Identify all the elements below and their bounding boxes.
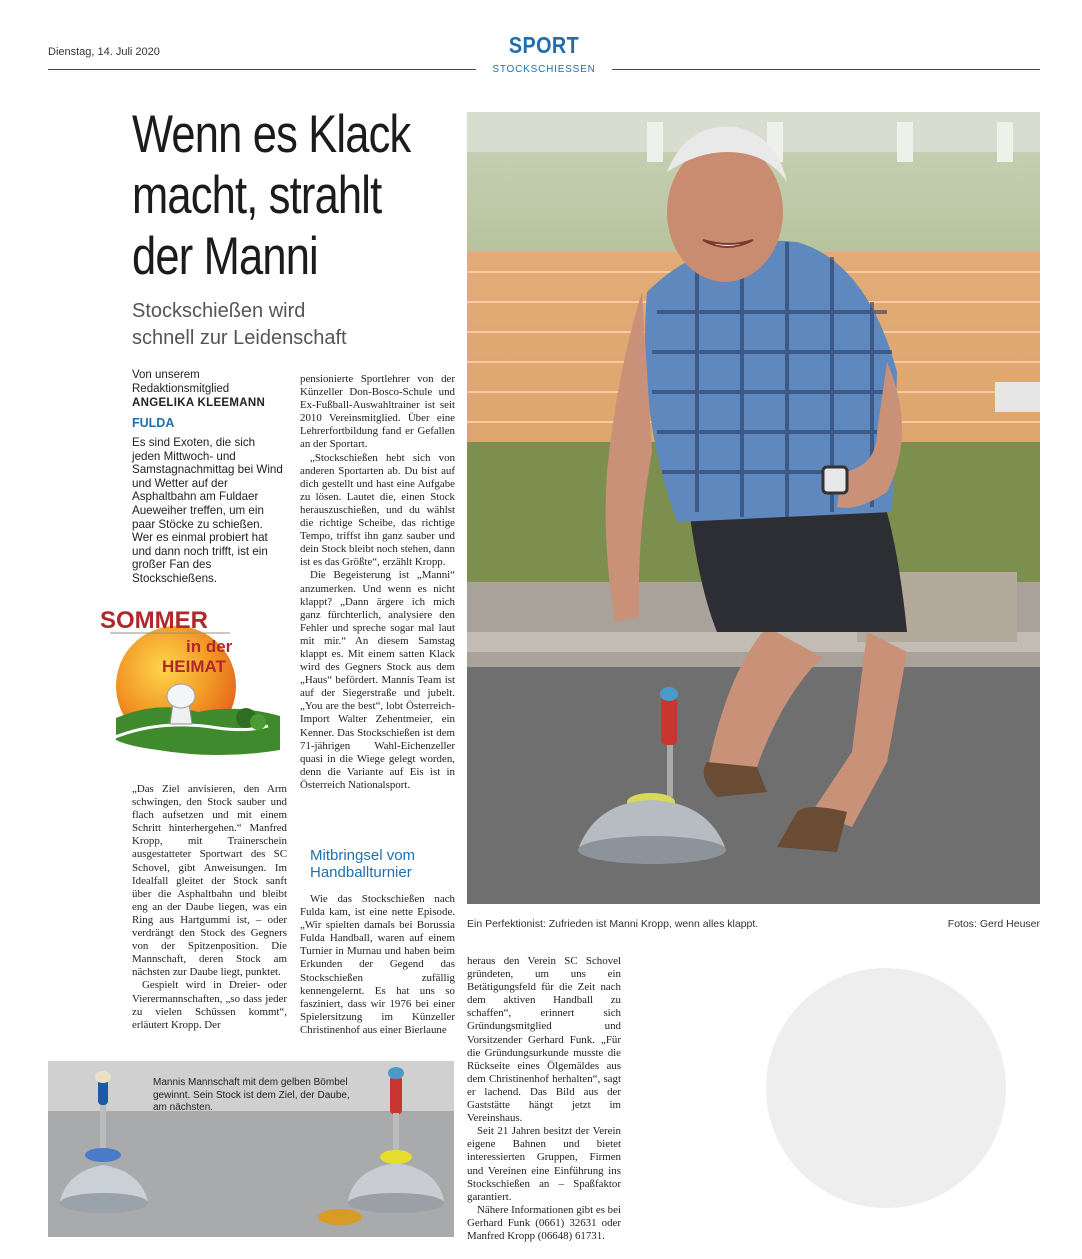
paragraph: Wie das Stockschießen nach Fulda kam, ist eine nette Episode. „Wir spielten damals bei Borussia Fulda Handball, waren auf einem Turnier in Murnau und haben beim Erkunden der Gegend das Stockschießen zufällig kennengelernt. Es hat uns so fasziniert, dass wir 1976 bei einer Spielersitzung im Künzeller Christinenhof aus einer Bierlaune (300, 893, 455, 1036)
crosshead-line: Mitbringsel vom (310, 847, 416, 864)
paragraph: Die Begeisterung ist „Manni“ anzumerken. Und wenn es nicht klappt? „Dann ärgere ich mich ganz fürchterlich, analysiere den Fehler und spreche sogar mal laut mit mir.“ An diesem Samstag klappt es. Mit einem satten Klack wird des Gegners Stock aus dem „Haus“ befördert. Mannis Team ist auf der Siegerstraße und jubelt. „You are the best“, lobt Österreich-Import Walter Zehentmeier, ein Kenner. Das Stockschießen ist dem 71-jährigen Wahl-Eichenzeller quasi in die Wiege gelegt worden, denn die Variante auf Eis ist in Österreich Nationalsport. (300, 569, 455, 791)
dateline: FULDA (132, 416, 175, 430)
headline-line: Wenn es Klack (132, 105, 411, 164)
subhead-line: Stockschießen wird (132, 300, 306, 322)
subsection-title: STOCKSCHIESSEN (492, 64, 596, 75)
section-title: SPORT (508, 32, 580, 58)
paragraph: heraus den Verein SC Schovel gründeten, um uns ein Betätigungsfeld für die Zeit nach dem aktiven Handball zu schaffen“, erinnert sich Gründungsmitglied und Vorsitzender Gerhard Funk. „Für die Gründungsurkunde musste die Rückseite eines Ölgemäldes aus dem Christinenhof herhalten“, sagt er lachend. Das Bild aus der Gaststätte hängt jetzt im Vereinshaus. (467, 955, 621, 1125)
headline-line: der Manni (132, 227, 318, 286)
empty-circle-placeholder (766, 968, 1006, 1208)
header-rule-right (612, 69, 1040, 70)
logo-graphic (98, 600, 284, 760)
photo-player-throwing (467, 112, 1040, 904)
headline-line: macht, strahlt (132, 166, 382, 225)
paragraph: pensionierte Sportlehrer von der Künzeller Don-Bosco-Schule und Ex-Fußball-Auswahltrainer ist seit 2010 Vereinsmitglied. Über eine Lehrerfortbildung fand er Gefallen an der Sportart. (300, 373, 455, 451)
paragraph: Nähere Informationen gibt es bei Gerhard Funk (0661) 32631 oder Manfred Kropp (06648) 61731. (467, 1203, 621, 1242)
paragraph: „Stockschießen hebt sich von anderen Sportarten ab. Du bist auf dich gestellt und hast eine Aufgabe zu lösen. Lautet die, einen Stock herauszuschießen, und du wählst die richtige Scheibe, das richtige Tempo, triffst ihn ganz sauber und dein Stock bleibt noch stehen, dann ist es das Größte“, erzählt Kropp. (300, 451, 455, 569)
sommer-in-der-heimat-logo (98, 600, 284, 760)
issue-date: Dienstag, 14. Juli 2020 (48, 46, 160, 58)
byline-prefix: Von unserem (132, 369, 200, 381)
article-intro: Es sind Exoten, die sich jeden Mittwoch- und Samstagnachmittag bei Wind und Wetter auf der Asphaltbahn am Fuldaer Aueweiher treffen, um ein paar Stöcke zu schießen. Wer es einmal probiert hat und dann noch trifft, ist ein großer Fan des Stockschießens. (132, 436, 283, 585)
logo-word-sommer: SOMMER (100, 607, 208, 634)
author-name: ANGELIKA KLEEMANN (132, 397, 266, 409)
main-photo-caption: Ein Perfektionist: Zufrieden ist Manni Kropp, wenn alles klappt. (467, 918, 759, 930)
article-column-3 (467, 955, 621, 1243)
crosshead-line: Handballturnier (310, 864, 412, 881)
article-column-1 (132, 783, 287, 1032)
subheadline (132, 298, 462, 352)
article-column-2 (300, 373, 455, 792)
paragraph: Gespielt wird in Dreier- oder Vierermannschaften, „so dass jeder zu vielen Schüssen kommt“, erläutert Kropp. Der (132, 979, 287, 1031)
article-column-2-continued (300, 893, 455, 1037)
photo-credit: Fotos: Gerd Heuser (947, 918, 1040, 930)
paragraph: Seit 21 Jahren besitzt der Verein eigene Bahnen und bietet interessierten Gruppen, Firmen und Vereinen eine Einführung ins Stockschießen an – Spaßfaktor garantiert. (467, 1125, 621, 1203)
header-rule-left (48, 69, 476, 70)
headline (132, 104, 411, 287)
logo-word-in-der: in der (186, 637, 233, 656)
byline-prefix: Redaktionsmitglied (132, 383, 230, 395)
logo-word-heimat: HEIMAT (162, 657, 226, 676)
crosshead (310, 847, 458, 881)
main-photo (467, 112, 1040, 904)
byline (132, 368, 287, 410)
subhead-line: schnell zur Leidenschaft (132, 327, 347, 349)
secondary-photo-caption: Mannis Mannschaft mit dem gelben Bömbel gewinnt. Sein Stock ist dem Ziel, der Daube, am nächsten. (153, 1077, 350, 1113)
paragraph: „Das Ziel anvisieren, den Arm schwingen, den Stock sauber und flach aufsetzen und mit einem Schritt hinterhergehen.“ Manfred Kropp, mit Trainerschein ausgestatteter Sportwart des SC Schovel, gibt Anweisungen. Im Idealfall gleitet der Stock sanft über die Asphaltbahn und bleibt eng an der Daube liegen, was ein Ring aus Hartgummi ist, – oder verdrängt den Stock des Gegners von der Spitzenposition. Die Mannschaft, deren Stock am nächsten zur Daube liegt, punktet. (132, 783, 287, 979)
